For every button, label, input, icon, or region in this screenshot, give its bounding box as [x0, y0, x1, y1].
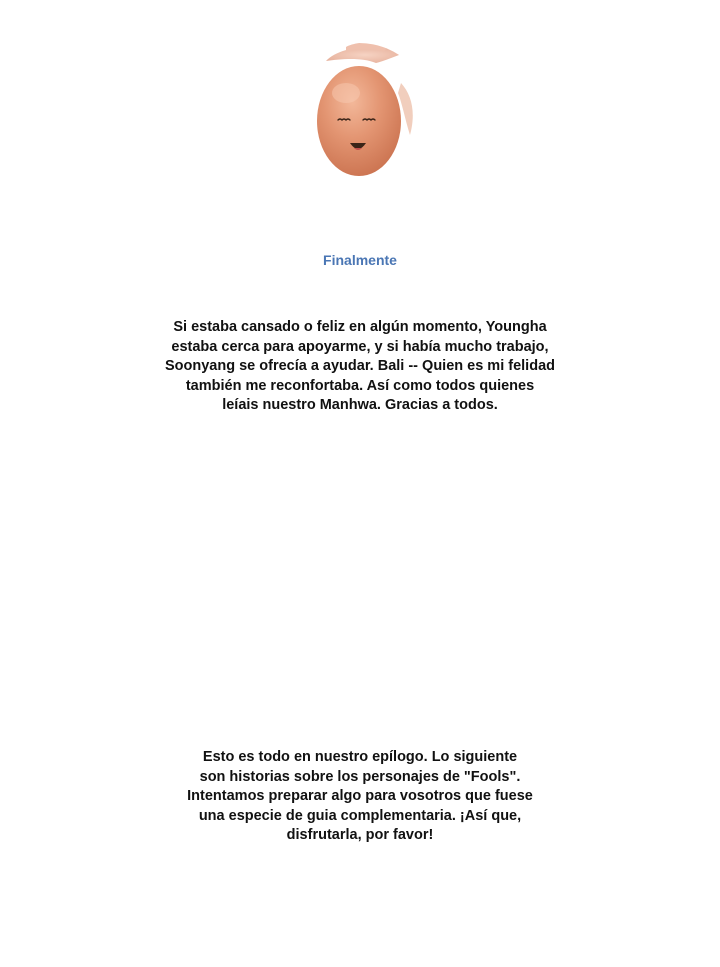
author-avatar — [286, 43, 432, 189]
thanks-paragraph — [0, 318, 720, 416]
paragraph-line: son historias sobre los personajes de "Fools". — [199, 768, 521, 785]
paragraph-line: disfrutarla, por favor! — [286, 827, 434, 843]
paragraph-line: Soonyang se ofrecía a ayudar. Bali -- Quien es mi felidad — [164, 358, 555, 374]
egg-face-icon — [286, 43, 432, 189]
epilogue-paragraph — [0, 748, 720, 846]
paragraph-line: Esto es todo en nuestro epílogo. Lo siguiente — [202, 749, 518, 765]
section-heading: Finalmente — [323, 252, 397, 268]
paragraph-line: también me reconfortaba. Así como todos quienes — [185, 377, 535, 394]
paragraph-line: Intentamos preparar algo para vosotros que fuese — [187, 788, 533, 804]
paragraph-line: estaba cerca para apoyarme, y si había mucho trabajo, — [171, 338, 549, 355]
paragraph-line: leíais nuestro Manhwa. Gracias a todos. — [222, 397, 498, 413]
paragraph-line: Si estaba cansado o feliz en algún momento, Youngha — [173, 319, 547, 335]
paragraph-line: una especie de guia complementaria. ¡Así que, — [198, 807, 522, 824]
